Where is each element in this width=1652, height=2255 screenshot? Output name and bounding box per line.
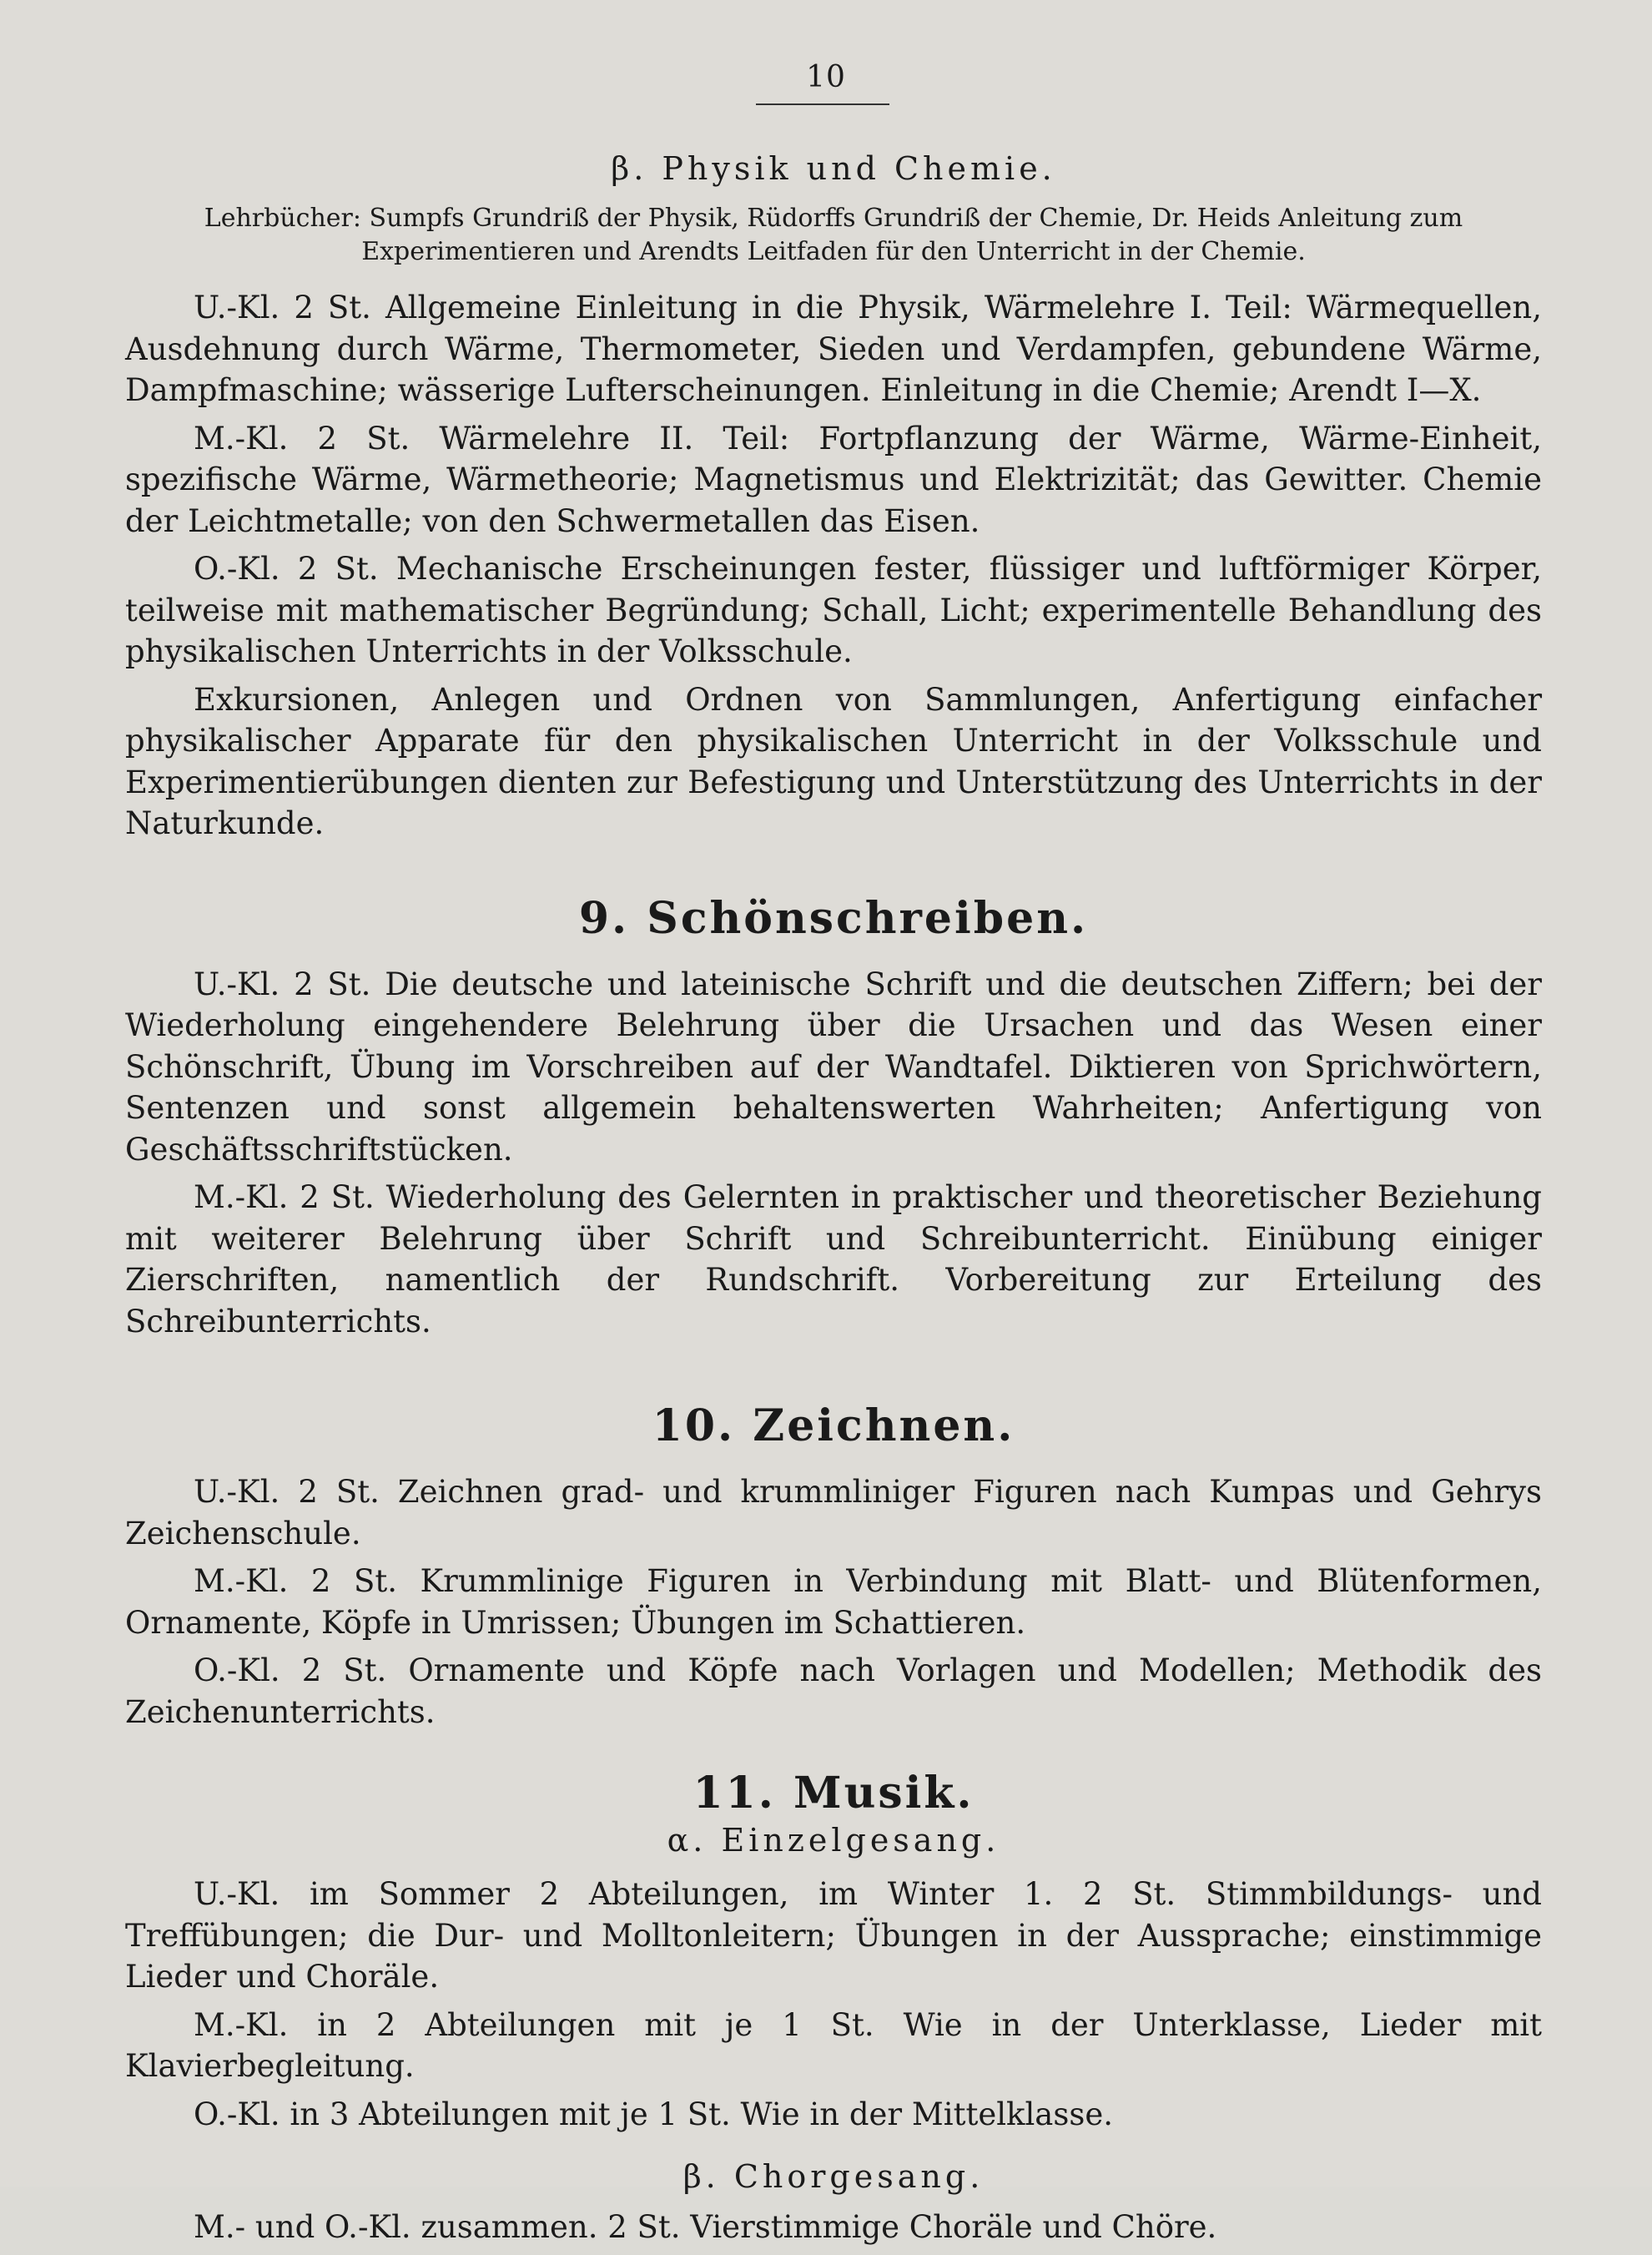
section-heading-music: 11. Musik. xyxy=(693,1768,975,1819)
page-number-rule xyxy=(756,103,889,105)
paragraph-physics-lower-class: U.-Kl. 2 St. Allgemeine Einleitung in die Physik, Wärmelehre I. Teil: Wärmequellen, Ausdehnung durch Wärme, Thermometer, Sieden und Verdampfen, gebundene Wärme, Dampfmaschine; wässerige Lufterscheinungen. Einleitung in die Chemie; Arendt I—X. xyxy=(125,290,1542,408)
paragraph-penmanship-middle-class: M.-Kl. 2 St. Wiederholung des Gelernten in praktischer und theoretischer Beziehung mit weiterer Belehrung über Schrift und Schreibunterricht. Einübung einiger Zierschriften, namentlich der Rundschrift. Vorbereitung zur Erteilung des Schreibunterrichts. xyxy=(125,1179,1542,1339)
paragraph-music-middle-class: M.-Kl. in 2 Abteilungen mit je 1 St. Wie in der Unterklasse, Lieder mit Klavierbegleitung. xyxy=(125,2006,1542,2084)
section-penmanship xyxy=(125,893,1542,1343)
paragraph-music-upper-class: O.-Kl. in 3 Abteilungen mit je 1 St. Wie in der Mittelklasse. xyxy=(194,2096,1113,2132)
paragraph-penmanship-lower-class: U.-Kl. 2 St. Die deutsche und lateinische Schrift und die deutschen Ziffern; bei der Wiederholung eingehendere Belehrung über die Ursachen und das Wesen einer Schönschrift, Übung im Vorschreiben auf der Wandtafel. Diktieren von Sprichwörtern, Sentenzen und sonst allgemein behaltenswerten Wahrheiten; Anfertigung von Geschäftsschriftstücken. xyxy=(125,966,1542,1168)
subsection-heading-choir-singing: β. Chorgesang. xyxy=(682,2158,985,2195)
paragraph-physics-excursions: Exkursionen, Anlegen und Ordnen von Sammlungen, Anfertigung einfacher physikalischer Apparate für den physikalischen Unterricht in der Volksschule und Experimentierübungen dienten zur Befestigung und Unterstützung des Unterrichts in der Naturkunde. xyxy=(125,681,1542,841)
page-number: 10 xyxy=(806,60,846,94)
page-body xyxy=(125,150,1542,2255)
subsection-heading-solo-singing: α. Einzelgesang. xyxy=(667,1822,1000,1859)
paragraph-music-choir: M.- und O.-Kl. zusammen. 2 St. Vierstimmige Choräle und Chöre. xyxy=(194,2209,1217,2245)
subsection-heading-physics: β. Physik und Chemie. xyxy=(611,150,1056,187)
section-drawing xyxy=(125,1400,1542,1733)
paragraph-physics-middle-class: M.-Kl. 2 St. Wärmelehre II. Teil: Fortpflanzung der Wärme, Wärme-Einheit, spezifische Wärme, Wärmetheorie; Magnetismus und Elektrizität; das Gewitter. Chemie der Leichtmetalle; von den Schwermetallen das Eisen. xyxy=(125,420,1542,539)
paragraph-physics-upper-class: O.-Kl. 2 St. Mechanische Erscheinungen fester, flüssiger und luftförmiger Körper, teilweise mit mathematischer Begründung; Schall, Licht; experimentelle Behandlung des physikalischen Unterrichts in der Volksschule. xyxy=(125,551,1542,669)
paragraph-drawing-upper-class: O.-Kl. 2 St. Ornamente und Köpfe nach Vorlagen und Modellen; Methodik des Zeichenunterrichts. xyxy=(125,1652,1542,1730)
paragraph-drawing-middle-class: M.-Kl. 2 St. Krummlinige Figuren in Verbindung mit Blatt- und Blütenformen, Ornamente, Köpfe in Umrissen; Übungen im Schattieren. xyxy=(125,1563,1542,1641)
section-heading-penmanship: 9. Schönschreiben. xyxy=(578,892,1089,944)
section-physics-chemistry xyxy=(125,150,1542,845)
section-heading-drawing: 10. Zeichnen. xyxy=(652,1400,1015,1451)
textbooks-note: Lehrbücher: Sumpfs Grundriß der Physik, Rüdorffs Grundriß der Chemie, Dr. Heids Anleitung zum Experimentieren und Arendts Leitfaden für den Unterricht in der Chemie. xyxy=(204,204,1463,266)
paragraph-music-lower-class: U.-Kl. im Sommer 2 Abteilungen, im Winter 1. 2 St. Stimmbildungs- und Treffübungen; die Dur- und Molltonleitern; Übungen in der Aussprache; einstimmige Lieder und Choräle. xyxy=(125,1876,1542,1995)
paragraph-drawing-lower-class: U.-Kl. 2 St. Zeichnen grad- und krummliniger Figuren nach Kumpas und Gehrys Zeichenschule. xyxy=(125,1474,1542,1551)
section-music xyxy=(125,1768,1542,2248)
